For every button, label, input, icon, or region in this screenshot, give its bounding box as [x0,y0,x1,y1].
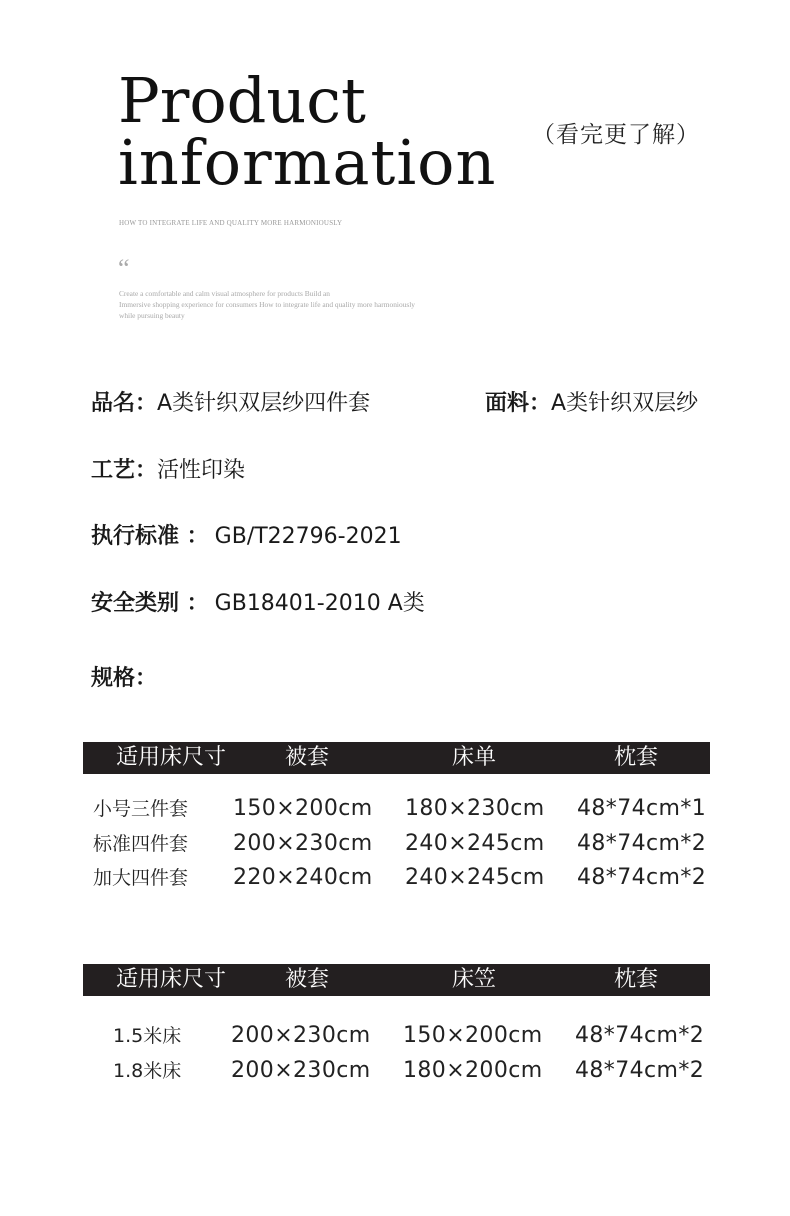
product-name-row [91,386,370,417]
size-table-1 [83,742,710,902]
cell-pillowcase: 48*74cm*2 [575,1058,705,1083]
spec-label: 规格： [91,666,158,691]
cell-fitted-sheet: 180×200cm [403,1058,543,1083]
cell-bed-size: 1.5米床 [113,1025,182,1047]
safety-value: GB18401-2010 A类 [214,591,425,616]
header-bed-size: 适用床尺寸 [116,967,227,992]
quote-mark-icon: “ [118,254,130,283]
header-duvet: 被套 [285,745,330,770]
hero-title-line1: Product [118,64,366,137]
table-header [83,964,710,996]
cell-fitted-sheet: 150×200cm [403,1023,543,1048]
cell-bed-size: 加大四件套 [93,867,189,889]
hero-title-line2: information [118,126,497,199]
hero-title [118,64,497,199]
safety-label: 安全类别 ： [91,591,209,616]
cell-pillowcase: 48*74cm*2 [577,831,707,856]
table-row [83,792,710,826]
header-duvet: 被套 [285,967,330,992]
product-name-value: A类针织双层纱四件套 [157,391,371,416]
table-row [83,827,710,861]
cell-bed-size: 标准四件套 [93,833,189,855]
standard-label: 执行标准 ： [91,524,209,549]
cell-sheet: 180×230cm [405,796,545,821]
cell-sheet: 240×245cm [405,865,545,890]
fabric-label: 面料： [485,391,552,416]
learn-more-caption: （看完更了解） [532,122,700,148]
craft-row [91,453,245,484]
product-name-label: 品名： [91,391,158,416]
cell-duvet: 200×230cm [231,1023,371,1048]
safety-row [91,586,425,617]
cell-sheet: 240×245cm [405,831,545,856]
fabric-row [485,386,698,417]
tagline: HOW TO INTEGRATE LIFE AND QUALITY MORE HARMONIOUSLY [119,219,343,227]
table-header [83,742,710,774]
blurb-line: while pursuing beauty [119,311,185,320]
blurb-line: Immersive shopping experience for consumers How to integrate life and quality more harmoniously [119,300,415,309]
header-bed-size: 适用床尺寸 [116,745,227,770]
cell-pillowcase: 48*74cm*1 [577,796,707,821]
fabric-value: A类针织双层纱 [551,391,699,416]
craft-label: 工艺： [91,458,158,483]
table-row [83,861,710,895]
blurb-line: Create a comfortable and calm visual atmosphere for products Build an [119,289,330,298]
size-table-2 [83,964,710,1094]
spec-row [91,661,157,692]
header-pillowcase: 枕套 [614,967,659,992]
table-row [83,1019,710,1053]
cell-duvet: 220×240cm [233,865,373,890]
intro-blurb [119,288,499,321]
standard-row [91,519,402,550]
header-sheet: 床单 [452,745,497,770]
table-row [83,1054,710,1088]
cell-pillowcase: 48*74cm*2 [577,865,707,890]
cell-duvet: 150×200cm [233,796,373,821]
standard-value: GB/T22796-2021 [214,524,402,549]
cell-pillowcase: 48*74cm*2 [575,1023,705,1048]
craft-value: 活性印染 [157,458,246,483]
cell-duvet: 200×230cm [233,831,373,856]
cell-bed-size: 1.8米床 [113,1060,182,1082]
header-fitted-sheet: 床笠 [452,967,497,992]
cell-bed-size: 小号三件套 [93,798,189,820]
cell-duvet: 200×230cm [231,1058,371,1083]
header-pillowcase: 枕套 [614,745,659,770]
